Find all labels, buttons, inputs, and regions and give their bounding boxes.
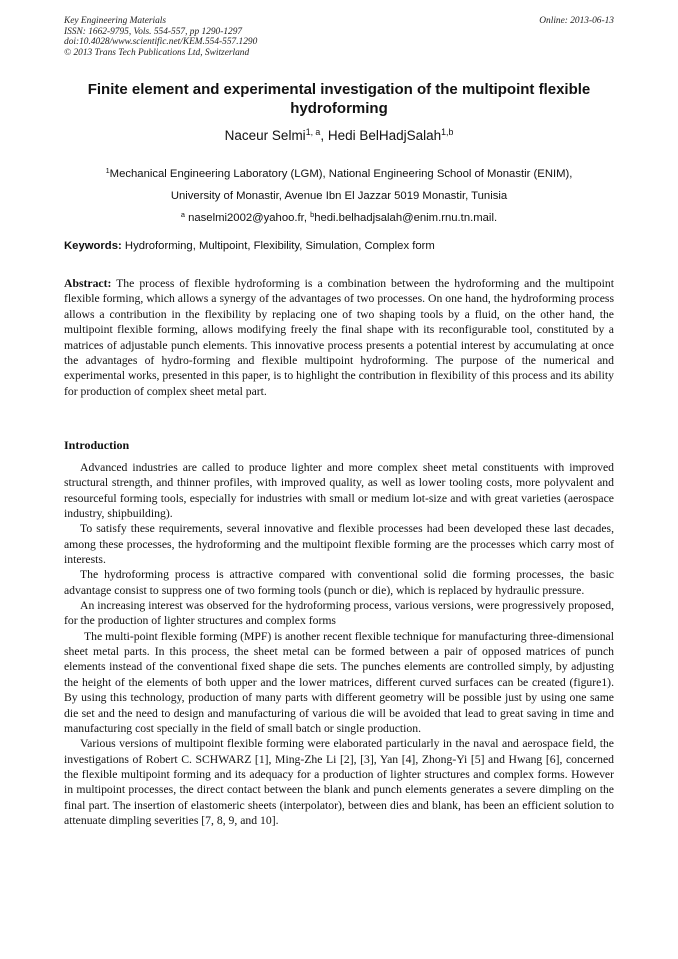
online-date: Online: 2013-06-13 xyxy=(539,16,614,26)
abstract xyxy=(64,276,614,399)
keywords-label: Keywords: xyxy=(64,240,122,252)
paragraph: Various versions of multipoint flexible forming were elaborated particularly in the naval and aerospace field, the investigations of Robert C. SCHWARZ [1], Ming-Zhe Li [2], [3], Yan [4], Zhong-Yi [5] and Hwang [6], concerned the flexible multipoint forming and its adequacy for a production of lighter structures and complex forms. However in multipoint processes, the direct contact between the blank and punch elements generates a severe dimpling on the final part. The insertion of elastomeric sheets (interpolator), between dies and blank, has been an efficient solution to attenuate dimpling severities [7, 8, 9, and 10]. xyxy=(64,737,614,827)
keywords-text: Hydroforming, Multipoint, Flexibility, Simulation, Complex form xyxy=(124,240,435,252)
paragraph: The multi-point flexible forming (MPF) is another recent flexible technique for manufacturing three-dimensional sheet metal parts. In this process, the sheet metal can be formed between a pair of opposed matrices of punch elements instead of the conventional fixed shape die sets. The punches elements are controlled simply, by adjusting the height of the elements of both upper and the lower matrices, different curved surfaces can be created (figure1). By using this technology, production of many parts with different geometry will be possible just by using one same die set and the need to design and manufacturing of various die will be avoided that lead to great saving in time and manufacturing cost specially in the field of small batch or single production. xyxy=(64,629,614,735)
affiliation-line-1: $^1$Mechanical Engineering Laboratory (LGM), National Engineering School of Monastir (ENIM), xyxy=(105,165,573,180)
affiliation-block xyxy=(60,163,618,229)
email-line xyxy=(60,207,618,229)
page-header xyxy=(64,16,614,58)
paragraph: To satisfy these requirements, several innovative and flexible processes had been developed these last decades, among these processes, the hydroforming and the multipoint flexible forming are the processes which carry most of interests. xyxy=(64,522,614,567)
paragraph: Advanced industries are called to produce lighter and more complex sheet metal constituents with improved structural strength, and thinner profiles, with improved quality, as well as lower tooling costs, more polyvalent and resourceful forming tools, especially for industries with small or medium lot-size and with great varieties (aerospace industry, shipbuilding). xyxy=(64,461,614,521)
author-list: Naceur Selmi$^{1, a}$, Hedi BelHadjSalah$^{1,b}$ xyxy=(224,127,454,143)
email-b: hedi.belhadjsalah@enim.rnu.tn.mail. xyxy=(314,212,498,224)
affiliation-mark: 1 xyxy=(105,165,110,175)
keywords xyxy=(64,240,614,252)
section-heading-introduction: Introduction xyxy=(64,438,130,452)
email-a: naselmi2002@yahoo.fr, xyxy=(188,212,307,224)
email-mark-a: a xyxy=(180,209,185,219)
paragraph: The hydroforming process is attractive compared with conventional solid die forming processes, the basic advantage consist to suppress one of two forming tools (punch or die), which is replaced by hydraulic pressure. xyxy=(64,568,614,597)
author-name: Hedi BelHadjSalah xyxy=(327,128,442,143)
author-affiliation-mark: 1,b xyxy=(441,127,454,138)
doi-line: doi:10.4028/www.scientific.net/KEM.554-557.1290 xyxy=(64,37,258,48)
abstract-label: Abstract: xyxy=(64,277,112,290)
affiliation-line-2: University of Monastir, Avenue Ibn El Jazzar 5019 Monastir, Tunisia xyxy=(170,190,508,202)
introduction-body xyxy=(64,460,614,828)
author-affiliation-mark: 1, a xyxy=(305,127,321,138)
journal-name: Key Engineering Materials xyxy=(64,16,167,26)
issn-line: ISSN: 1662-9795, Vols. 554-557, pp 1290-1297 xyxy=(64,26,243,37)
copyright-line: © 2013 Trans Tech Publications Ltd, Switzerland xyxy=(64,47,250,58)
paragraph: An increasing interest was observed for the hydroforming process, various versions, were progressively proposed, for the production of lighter structures and complex forms xyxy=(64,599,614,628)
paper-title: Finite element and experimental investigation of the multipoint flexible hydroforming xyxy=(87,81,591,117)
abstract-text: The process of flexible hydroforming is a combination between the hydroforming and the multipoint flexible forming, which allows a synergy of the advantages of two processes. On one hand, the hydroforming process allows a contribution in the flexibility by replacing one of two shaping tools by a fluid, on the other hand, the multipoint flexible forming, allows modifying freely the final shape with its reconfigurable tool, constituted by a matrices of adjustable punch elements. This innovative process presents a potential interest by accumulating at once the advantages of hydro-forming and flexible multipoint hydroforming. The purpose of the numerical and experimental works, presented in this paper, is to highlight the contribution in flexibility of this process and its ability for production of complex sheet metal part. xyxy=(64,277,614,398)
author-name: Naceur Selmi xyxy=(224,128,306,143)
email-mark-b: b xyxy=(310,209,315,219)
